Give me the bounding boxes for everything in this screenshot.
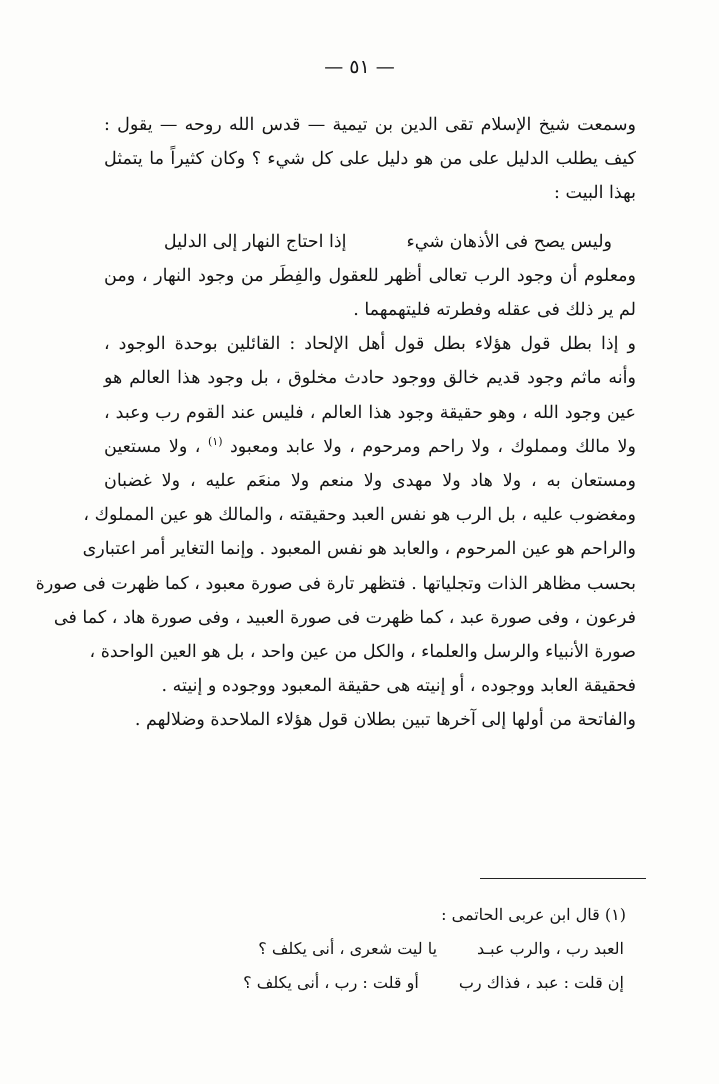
text-line: فرعون ، وفى صورة عبد ، كما ظهرت فى صورة العبيد ، وفى صورة هاد ، كما فى [53, 607, 636, 628]
poetry-verse [104, 225, 636, 259]
text-line: صورة الأنبياء والرسل والعلماء ، والكل من عين واحد ، بل هو العين الواحدة ، [89, 642, 636, 663]
text-line: كيف يطلب الدليل على من هو دليل على كل شيء ؟ وكان كثيراً ما يتمثل [104, 149, 636, 170]
text-line: ومعلوم أن وجود الرب تعالى أظهر للعقول والفِطَر من وجود النهار ، ومن [104, 265, 636, 286]
text-line: وسمعت شيخ الإسلام تقى الدين بن تيمية — قدس الله روحه — يقول : [104, 115, 636, 135]
footnotes [150, 898, 630, 1000]
text-segment: ولا مالك ومملوك ، ولا راحم ومرحوم ، ولا عابد ومعبود [230, 436, 636, 457]
text-line: والراحم هو عين المرحوم ، والعابد هو نفس المعبود . وإنما التغاير أمر اعتبارى [82, 539, 636, 560]
verse-first-hemistich: إن قلت : عبد ، فذاك رب [458, 973, 624, 992]
verse-first-hemistich: وليس يصح فى الأذهان شيء [406, 231, 612, 252]
footnote-verse [150, 932, 630, 966]
text-line: ومغضوب عليه ، بل الرب هو نفس العبد وحقيقته ، والمالك هو عين المملوك ، [83, 505, 636, 526]
footnote-separator [480, 878, 646, 879]
text-line: بحسب مظاهر الذات وتجلياتها . فتظهر تارة فى صورة معبود ، كما ظهرت فى صورة [35, 573, 636, 594]
footnote-verse [150, 966, 630, 1000]
footnote-marker[interactable]: (١) [207, 435, 223, 448]
text-line: فحقيقة العابد ووجوده ، أو إنيته هى حقيقة المعبود ووجوده و إنيته . [161, 676, 636, 697]
page-number: — ٥١ — [324, 56, 395, 78]
verse-second-hemistich: يا ليت شعرى ، أنى يكلف ؟ [258, 939, 438, 958]
text-line: لم ير ذلك فى عقله وفطرته فليتهمهما . [353, 300, 636, 321]
text-line: عين وجود الله ، وهو حقيقة وجود هذا العالم ، فليس عند القوم رب وعبد ، [104, 402, 637, 423]
text-line: و إذا بطل قول هؤلاء بطل قول أهل الإلحاد : القائلين بوحدة الوجود ، [104, 334, 636, 355]
verse-second-hemistich: إذا احتاج النهار إلى الدليل [163, 231, 347, 252]
text-line: والفاتحة من أولها إلى آخرها تبين بطلان قول هؤلاء الملاحدة وضلالهم . [134, 710, 636, 731]
verse-second-hemistich: أو قلت : رب ، أنى يكلف ؟ [243, 973, 419, 992]
text-line-with-footnote [104, 430, 636, 464]
main-text [35, 108, 637, 738]
verse-first-hemistich: العبد رب ، والرب عبـد [477, 939, 624, 958]
footnote-intro: (١) قال ابن عربى الحاتمى : [441, 905, 626, 924]
text-line: بهذا البيت : [554, 183, 636, 204]
text-segment: ، ولا مستعين [104, 436, 201, 457]
text-line: ومستعان به ، ولا هاد ولا مهدى ولا منعم ولا منعَم عليه ، ولا غضبان [104, 471, 636, 492]
text-line: وأنه ماثم وجود قديم خالق ووجود حادث مخلوق ، بل وجود هذا العالم هو [104, 368, 636, 389]
